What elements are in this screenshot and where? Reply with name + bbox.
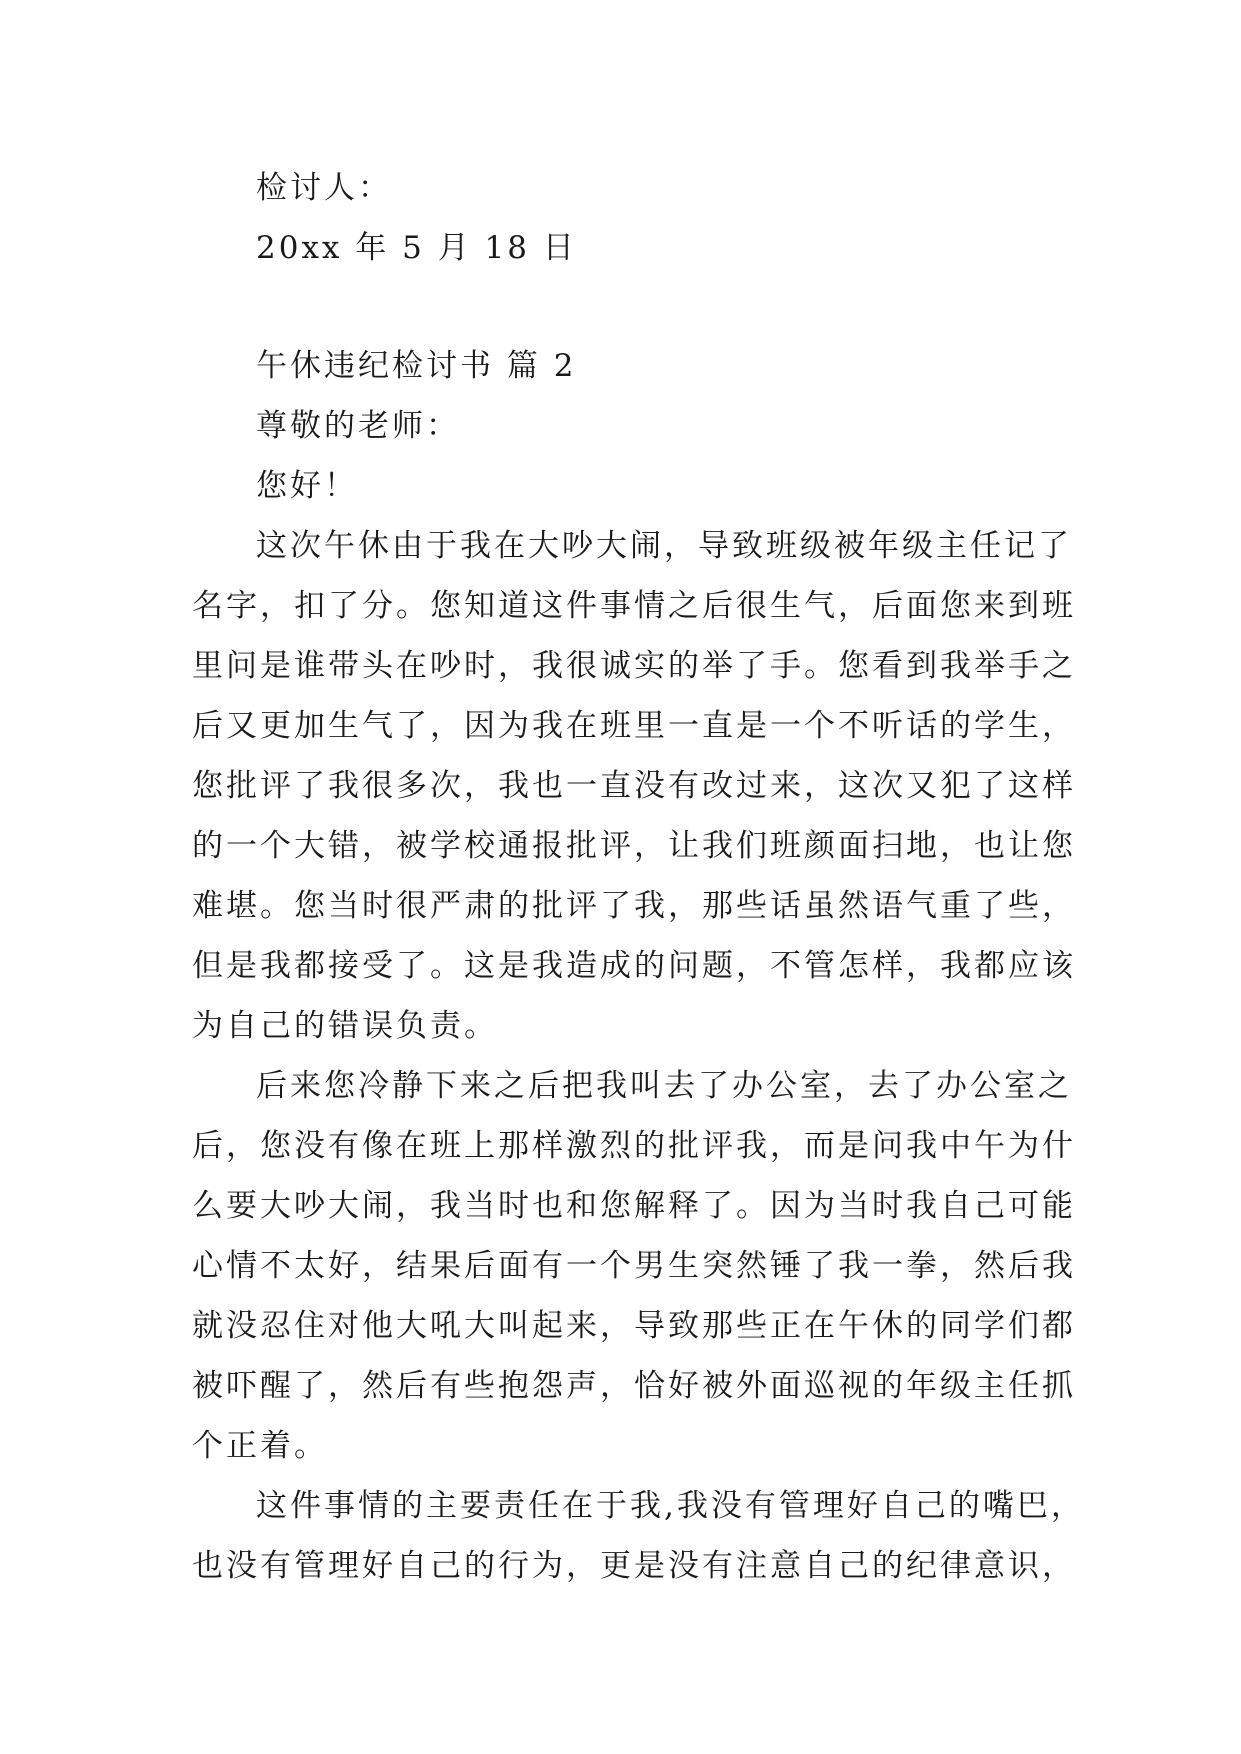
- paragraph-line: 也没有管理好自己的行为，更是没有注意自己的纪律意识，: [192, 1548, 1076, 1584]
- paragraph-line: 名字，扣了分。您知道这件事情之后很生气，后面您来到班: [192, 588, 1076, 624]
- signature-date: 20xx 年 5 月 18 日: [256, 230, 577, 266]
- paragraph-line: 心情不太好，结果后面有一个男生突然锤了我一拳，然后我: [192, 1248, 1076, 1284]
- paragraph-line: 里问是谁带头在吵时，我很诚实的举了手。您看到我举手之: [192, 648, 1076, 684]
- paragraph-line: 难堪。您当时很严肃的批评了我，那些话虽然语气重了些，: [192, 888, 1076, 924]
- paragraph-line: 但是我都接受了。这是我造成的问题，不管怎样，我都应该: [192, 948, 1076, 984]
- section-title: 午休违纪检讨书 篇 2: [256, 348, 577, 384]
- signature-label: 检讨人：: [256, 170, 392, 206]
- paragraph-line: 后又更加生气了，因为我在班里一直是一个不听话的学生，: [192, 708, 1076, 744]
- paragraph-line: 被吓醒了，然后有些抱怨声，恰好被外面巡视的年级主任抓: [192, 1368, 1076, 1404]
- paragraph-line: 这件事情的主要责任在于我,我没有管理好自己的嘴巴，: [256, 1488, 1085, 1524]
- greeting: 您好！: [256, 468, 358, 504]
- paragraph-line: 就没忍住对他大吼大叫起来，导致那些正在午休的同学们都: [192, 1308, 1076, 1344]
- paragraph-line: 这次午休由于我在大吵大闹，导致班级被年级主任记了: [256, 528, 1072, 564]
- paragraph-line: 后，您没有像在班上那样激烈的批评我，而是问我中午为什: [192, 1128, 1076, 1164]
- paragraph-line: 个正着。: [192, 1428, 328, 1464]
- paragraph-line: 的一个大错，被学校通报批评，让我们班颜面扫地，也让您: [192, 828, 1076, 864]
- salutation: 尊敬的老师：: [256, 408, 460, 444]
- paragraph-line: 为自己的错误负责。: [192, 1008, 498, 1044]
- paragraph-line: 后来您冷静下来之后把我叫去了办公室，去了办公室之: [256, 1068, 1072, 1104]
- paragraph-line: 您批评了我很多次，我也一直没有改过来，这次又犯了这样: [192, 768, 1076, 804]
- paragraph-line: 么要大吵大闹，我当时也和您解释了。因为当时我自己可能: [192, 1188, 1076, 1224]
